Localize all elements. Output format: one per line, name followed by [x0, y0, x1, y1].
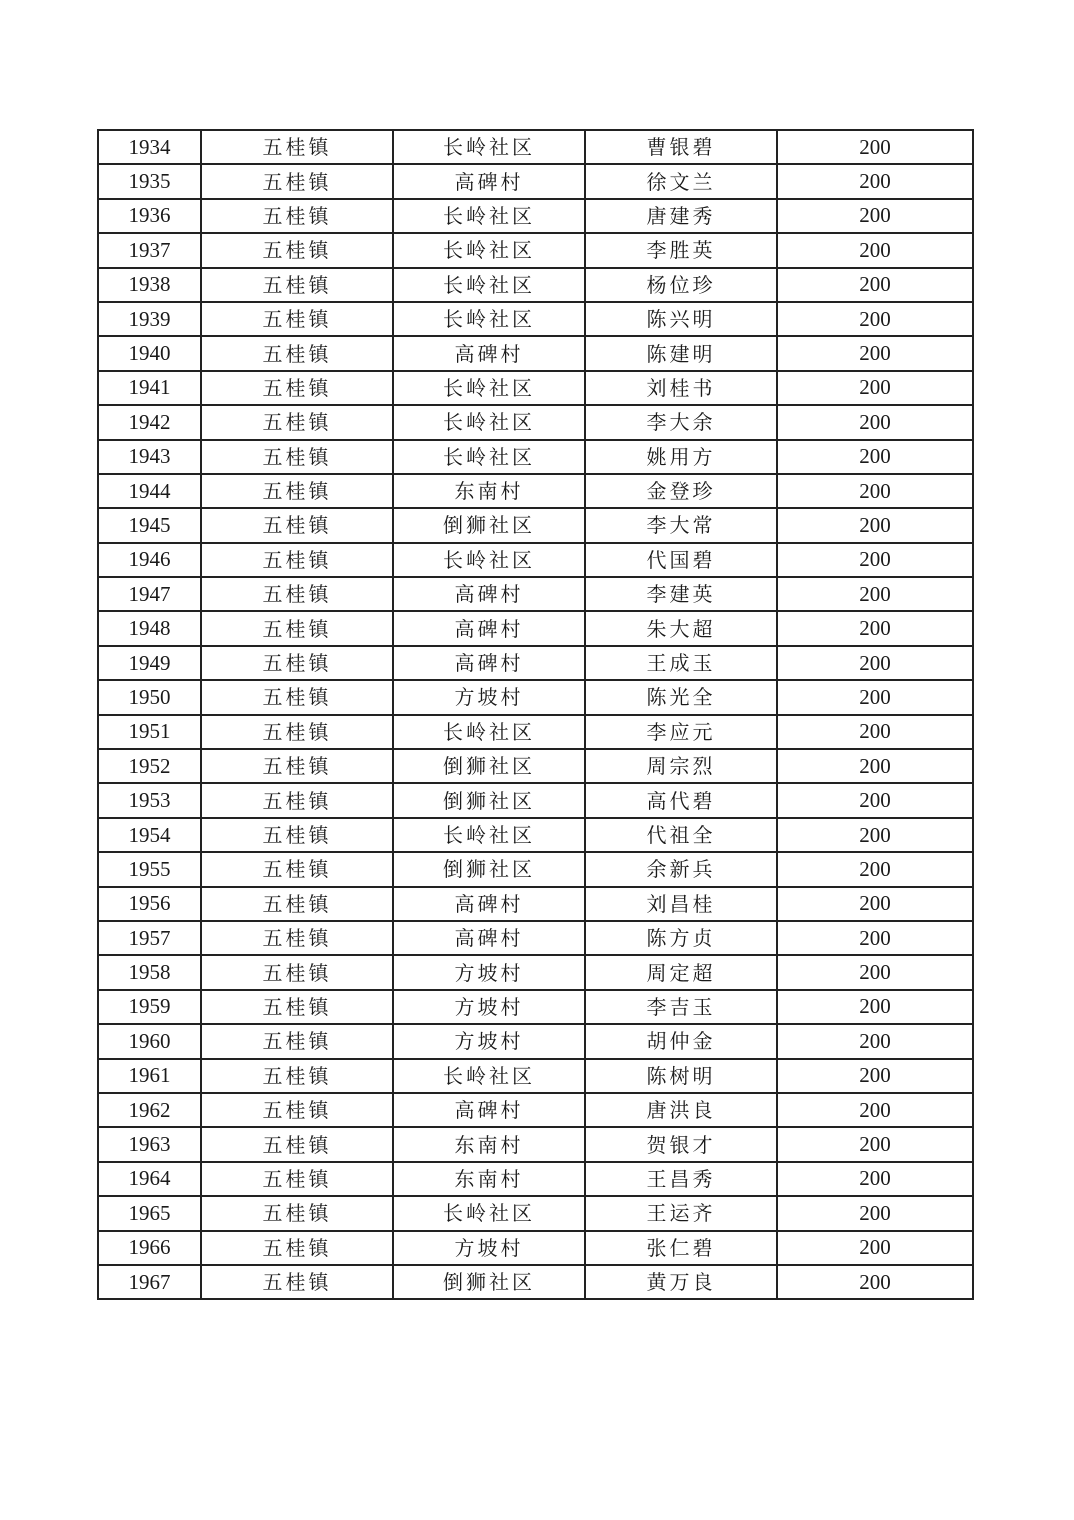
person-name-cell: 唐建秀 — [585, 199, 777, 233]
table-row — [98, 783, 973, 817]
person-name-cell: 唐洪良 — [585, 1093, 777, 1127]
table-row — [98, 749, 973, 783]
amount-cell: 200 — [777, 1196, 973, 1230]
serial-number-cell: 1945 — [98, 508, 201, 542]
amount-cell: 200 — [777, 887, 973, 921]
table-row — [98, 508, 973, 542]
town-cell: 五桂镇 — [201, 921, 393, 955]
village-cell: 东南村 — [393, 474, 585, 508]
town-cell: 五桂镇 — [201, 371, 393, 405]
serial-number-cell: 1947 — [98, 577, 201, 611]
village-cell: 方坡村 — [393, 990, 585, 1024]
table-row — [98, 543, 973, 577]
town-cell: 五桂镇 — [201, 268, 393, 302]
town-cell: 五桂镇 — [201, 577, 393, 611]
amount-cell: 200 — [777, 611, 973, 645]
amount-cell: 200 — [777, 1127, 973, 1161]
serial-number-cell: 1967 — [98, 1265, 201, 1299]
amount-cell: 200 — [777, 715, 973, 749]
table-row — [98, 990, 973, 1024]
serial-number-cell: 1934 — [98, 130, 201, 164]
table-row — [98, 233, 973, 267]
village-cell: 长岭社区 — [393, 1059, 585, 1093]
person-name-cell: 李吉玉 — [585, 990, 777, 1024]
table-row — [98, 1162, 973, 1196]
town-cell: 五桂镇 — [201, 1265, 393, 1299]
village-cell: 长岭社区 — [393, 268, 585, 302]
town-cell: 五桂镇 — [201, 1231, 393, 1265]
village-cell: 长岭社区 — [393, 233, 585, 267]
serial-number-cell: 1959 — [98, 990, 201, 1024]
table-row — [98, 818, 973, 852]
table-row — [98, 611, 973, 645]
serial-number-cell: 1937 — [98, 233, 201, 267]
village-cell: 长岭社区 — [393, 371, 585, 405]
table-row — [98, 577, 973, 611]
town-cell: 五桂镇 — [201, 715, 393, 749]
serial-number-cell: 1965 — [98, 1196, 201, 1230]
table-row — [98, 887, 973, 921]
table-row — [98, 921, 973, 955]
town-cell: 五桂镇 — [201, 302, 393, 336]
person-name-cell: 金登珍 — [585, 474, 777, 508]
town-cell: 五桂镇 — [201, 130, 393, 164]
serial-number-cell: 1963 — [98, 1127, 201, 1161]
person-name-cell: 周宗烈 — [585, 749, 777, 783]
person-name-cell: 陈树明 — [585, 1059, 777, 1093]
town-cell: 五桂镇 — [201, 1059, 393, 1093]
person-name-cell: 李大余 — [585, 405, 777, 439]
town-cell: 五桂镇 — [201, 990, 393, 1024]
serial-number-cell: 1954 — [98, 818, 201, 852]
village-cell: 长岭社区 — [393, 199, 585, 233]
person-name-cell: 黄万良 — [585, 1265, 777, 1299]
town-cell: 五桂镇 — [201, 336, 393, 370]
table-row — [98, 130, 973, 164]
person-name-cell: 王昌秀 — [585, 1162, 777, 1196]
amount-cell: 200 — [777, 1093, 973, 1127]
person-name-cell: 李胜英 — [585, 233, 777, 267]
table-row — [98, 164, 973, 198]
village-cell: 长岭社区 — [393, 440, 585, 474]
amount-cell: 200 — [777, 1024, 973, 1058]
town-cell: 五桂镇 — [201, 646, 393, 680]
serial-number-cell: 1940 — [98, 336, 201, 370]
village-cell: 高碑村 — [393, 887, 585, 921]
town-cell: 五桂镇 — [201, 852, 393, 886]
amount-cell: 200 — [777, 852, 973, 886]
amount-cell: 200 — [777, 268, 973, 302]
village-cell: 倒狮社区 — [393, 852, 585, 886]
person-name-cell: 刘桂书 — [585, 371, 777, 405]
serial-number-cell: 1956 — [98, 887, 201, 921]
town-cell: 五桂镇 — [201, 1162, 393, 1196]
serial-number-cell: 1953 — [98, 783, 201, 817]
village-cell: 方坡村 — [393, 680, 585, 714]
village-cell: 东南村 — [393, 1162, 585, 1196]
amount-cell: 200 — [777, 1162, 973, 1196]
serial-number-cell: 1935 — [98, 164, 201, 198]
serial-number-cell: 1958 — [98, 955, 201, 989]
town-cell: 五桂镇 — [201, 783, 393, 817]
person-name-cell: 徐文兰 — [585, 164, 777, 198]
table-row — [98, 646, 973, 680]
village-cell: 高碑村 — [393, 921, 585, 955]
village-cell: 高碑村 — [393, 336, 585, 370]
village-cell: 倒狮社区 — [393, 783, 585, 817]
town-cell: 五桂镇 — [201, 1093, 393, 1127]
amount-cell: 200 — [777, 990, 973, 1024]
table-row — [98, 715, 973, 749]
table-row — [98, 1196, 973, 1230]
table-row — [98, 440, 973, 474]
person-name-cell: 王成玉 — [585, 646, 777, 680]
serial-number-cell: 1962 — [98, 1093, 201, 1127]
amount-cell: 200 — [777, 1231, 973, 1265]
amount-cell: 200 — [777, 440, 973, 474]
person-name-cell: 李建英 — [585, 577, 777, 611]
table-row — [98, 680, 973, 714]
village-cell: 长岭社区 — [393, 1196, 585, 1230]
village-cell: 倒狮社区 — [393, 749, 585, 783]
person-name-cell: 朱大超 — [585, 611, 777, 645]
serial-number-cell: 1939 — [98, 302, 201, 336]
village-cell: 高碑村 — [393, 164, 585, 198]
town-cell: 五桂镇 — [201, 887, 393, 921]
roster-table-body — [98, 130, 973, 1299]
village-cell: 长岭社区 — [393, 130, 585, 164]
town-cell: 五桂镇 — [201, 199, 393, 233]
village-cell: 长岭社区 — [393, 302, 585, 336]
table-row — [98, 474, 973, 508]
town-cell: 五桂镇 — [201, 1024, 393, 1058]
table-row — [98, 371, 973, 405]
serial-number-cell: 1948 — [98, 611, 201, 645]
village-cell: 高碑村 — [393, 646, 585, 680]
town-cell: 五桂镇 — [201, 474, 393, 508]
amount-cell: 200 — [777, 543, 973, 577]
town-cell: 五桂镇 — [201, 749, 393, 783]
amount-cell: 200 — [777, 921, 973, 955]
table-row — [98, 955, 973, 989]
village-cell: 倒狮社区 — [393, 508, 585, 542]
town-cell: 五桂镇 — [201, 405, 393, 439]
person-name-cell: 周定超 — [585, 955, 777, 989]
amount-cell: 200 — [777, 955, 973, 989]
table-row — [98, 1231, 973, 1265]
person-name-cell: 陈方贞 — [585, 921, 777, 955]
serial-number-cell: 1938 — [98, 268, 201, 302]
amount-cell: 200 — [777, 405, 973, 439]
table-row — [98, 302, 973, 336]
town-cell: 五桂镇 — [201, 1127, 393, 1161]
serial-number-cell: 1941 — [98, 371, 201, 405]
amount-cell: 200 — [777, 233, 973, 267]
person-name-cell: 陈光全 — [585, 680, 777, 714]
amount-cell: 200 — [777, 1265, 973, 1299]
amount-cell: 200 — [777, 336, 973, 370]
person-name-cell: 代国碧 — [585, 543, 777, 577]
serial-number-cell: 1961 — [98, 1059, 201, 1093]
person-name-cell: 陈兴明 — [585, 302, 777, 336]
amount-cell: 200 — [777, 130, 973, 164]
amount-cell: 200 — [777, 783, 973, 817]
roster-table — [97, 129, 974, 1300]
amount-cell: 200 — [777, 302, 973, 336]
village-cell: 长岭社区 — [393, 715, 585, 749]
village-cell: 高碑村 — [393, 577, 585, 611]
town-cell: 五桂镇 — [201, 611, 393, 645]
town-cell: 五桂镇 — [201, 1196, 393, 1230]
person-name-cell: 李应元 — [585, 715, 777, 749]
person-name-cell: 杨位珍 — [585, 268, 777, 302]
amount-cell: 200 — [777, 508, 973, 542]
table-row — [98, 199, 973, 233]
table-row — [98, 1059, 973, 1093]
person-name-cell: 李大常 — [585, 508, 777, 542]
town-cell: 五桂镇 — [201, 955, 393, 989]
town-cell: 五桂镇 — [201, 440, 393, 474]
person-name-cell: 高代碧 — [585, 783, 777, 817]
town-cell: 五桂镇 — [201, 543, 393, 577]
village-cell: 方坡村 — [393, 1024, 585, 1058]
amount-cell: 200 — [777, 1059, 973, 1093]
table-row — [98, 1093, 973, 1127]
table-row — [98, 1127, 973, 1161]
table-row — [98, 852, 973, 886]
village-cell: 高碑村 — [393, 611, 585, 645]
serial-number-cell: 1952 — [98, 749, 201, 783]
town-cell: 五桂镇 — [201, 680, 393, 714]
amount-cell: 200 — [777, 818, 973, 852]
table-row — [98, 405, 973, 439]
amount-cell: 200 — [777, 164, 973, 198]
serial-number-cell: 1960 — [98, 1024, 201, 1058]
serial-number-cell: 1966 — [98, 1231, 201, 1265]
village-cell: 高碑村 — [393, 1093, 585, 1127]
table-row — [98, 1265, 973, 1299]
serial-number-cell: 1942 — [98, 405, 201, 439]
serial-number-cell: 1957 — [98, 921, 201, 955]
town-cell: 五桂镇 — [201, 508, 393, 542]
serial-number-cell: 1936 — [98, 199, 201, 233]
table-row — [98, 1024, 973, 1058]
person-name-cell: 陈建明 — [585, 336, 777, 370]
amount-cell: 200 — [777, 749, 973, 783]
village-cell: 长岭社区 — [393, 405, 585, 439]
person-name-cell: 姚用方 — [585, 440, 777, 474]
amount-cell: 200 — [777, 371, 973, 405]
amount-cell: 200 — [777, 577, 973, 611]
serial-number-cell: 1949 — [98, 646, 201, 680]
amount-cell: 200 — [777, 199, 973, 233]
serial-number-cell: 1950 — [98, 680, 201, 714]
amount-cell: 200 — [777, 474, 973, 508]
town-cell: 五桂镇 — [201, 818, 393, 852]
village-cell: 方坡村 — [393, 955, 585, 989]
person-name-cell: 刘昌桂 — [585, 887, 777, 921]
amount-cell: 200 — [777, 646, 973, 680]
person-name-cell: 张仁碧 — [585, 1231, 777, 1265]
table-row — [98, 268, 973, 302]
village-cell: 方坡村 — [393, 1231, 585, 1265]
person-name-cell: 王运齐 — [585, 1196, 777, 1230]
town-cell: 五桂镇 — [201, 164, 393, 198]
serial-number-cell: 1943 — [98, 440, 201, 474]
village-cell: 长岭社区 — [393, 543, 585, 577]
serial-number-cell: 1946 — [98, 543, 201, 577]
serial-number-cell: 1944 — [98, 474, 201, 508]
amount-cell: 200 — [777, 680, 973, 714]
table-row — [98, 336, 973, 370]
person-name-cell: 代祖全 — [585, 818, 777, 852]
person-name-cell: 贺银才 — [585, 1127, 777, 1161]
serial-number-cell: 1964 — [98, 1162, 201, 1196]
village-cell: 长岭社区 — [393, 818, 585, 852]
village-cell: 倒狮社区 — [393, 1265, 585, 1299]
person-name-cell: 曹银碧 — [585, 130, 777, 164]
town-cell: 五桂镇 — [201, 233, 393, 267]
person-name-cell: 余新兵 — [585, 852, 777, 886]
serial-number-cell: 1951 — [98, 715, 201, 749]
village-cell: 东南村 — [393, 1127, 585, 1161]
person-name-cell: 胡仲金 — [585, 1024, 777, 1058]
serial-number-cell: 1955 — [98, 852, 201, 886]
